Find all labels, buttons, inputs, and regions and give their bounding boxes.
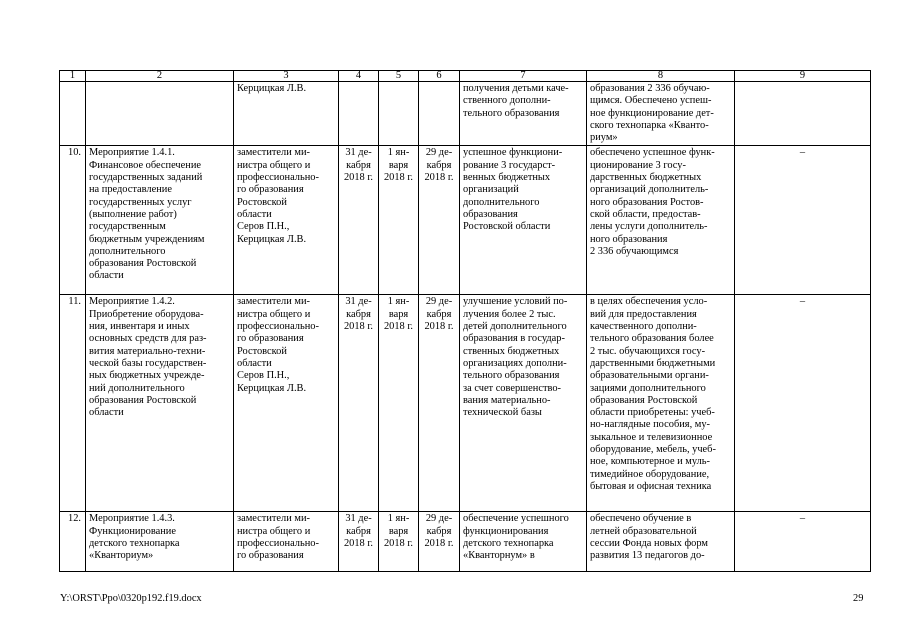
end-date-cell: 29 де- кабря 2018 г. <box>419 295 460 512</box>
responsible-cell: Керцицкая Л.В. <box>234 82 339 146</box>
actual-result-cell: в целях обеспечения усло- вий для предоставления качественного дополни- тельного образования более 2 тыс. обучающихся госу- дарственными бюджетными образовательными органи- зациями дополнительного образования Ростовской области приобретены: учеб- но-наглядные пособия, му- зыкальное и телевизионное оборудование, мебель, учеб- ное, компьютерное и муль- тимедийное оборудование, бытовая и офисная техника <box>587 295 735 512</box>
note-cell <box>735 82 871 146</box>
deadline-cell: 31 де- кабря 2018 г. <box>339 512 379 572</box>
expected-result-cell: улучшение условий по- лучения более 2 тыс. детей дополнительного образования в государ- ственных бюджетных организациях дополни- тельного образования за счет совершенство- вания материально- технической базы <box>460 295 587 512</box>
table-row <box>60 512 871 572</box>
note-cell: – <box>735 295 871 512</box>
actual-result-cell: образования 2 336 обучаю- щимся. Обеспечено успеш- ное функционирование дет- ского технопарка «Кванто- риум» <box>587 82 735 146</box>
actual-result-cell: обеспечено успешное функ- ционирование 3 госу- дарственных бюджетных организаций дополнитель- ного образования Ростов- ской области, предостав- лены услуги дополнитель- ного образования 2 336 обучающимся <box>587 146 735 295</box>
header-cell: 6 <box>419 71 460 82</box>
deadline-cell <box>339 82 379 146</box>
header-cell: 3 <box>234 71 339 82</box>
event-cell: Мероприятие 1.4.1. Финансовое обеспечение государственных заданий на предоставление государственных услуг (выполнение работ) государственным бюджетным учреждениям дополнительного образования Ростовской области <box>86 146 234 295</box>
report-table <box>59 70 871 572</box>
table-row <box>60 146 871 295</box>
deadline-cell: 31 де- кабря 2018 г. <box>339 146 379 295</box>
header-cell: 8 <box>587 71 735 82</box>
header-cell: 2 <box>86 71 234 82</box>
table-row <box>60 295 871 512</box>
event-cell <box>86 82 234 146</box>
deadline-cell: 31 де- кабря 2018 г. <box>339 295 379 512</box>
row-number: 11. <box>60 295 86 512</box>
table-row <box>60 82 871 146</box>
start-date-cell: 1 ян- варя 2018 г. <box>379 295 419 512</box>
expected-result-cell: получения детьми каче- ственного дополни- тельного образования <box>460 82 587 146</box>
row-number: 12. <box>60 512 86 572</box>
start-date-cell <box>379 82 419 146</box>
start-date-cell: 1 ян- варя 2018 г. <box>379 146 419 295</box>
header-cell: 7 <box>460 71 587 82</box>
row-number <box>60 82 86 146</box>
header-row <box>60 71 871 82</box>
event-cell: Мероприятие 1.4.2. Приобретение оборудова- ния, инвентаря и иных основных средств для раз- вития материально-техни- ческой базы государствен- ных бюджетных учрежде- ний дополнительного образования Ростовской области <box>86 295 234 512</box>
header-cell: 1 <box>60 71 86 82</box>
row-number: 10. <box>60 146 86 295</box>
start-date-cell: 1 ян- варя 2018 г. <box>379 512 419 572</box>
event-cell: Мероприятие 1.4.3. Функционирование детского технопарка «Кванториум» <box>86 512 234 572</box>
header-cell: 4 <box>339 71 379 82</box>
page-number: 29 <box>853 593 864 604</box>
responsible-cell: заместители ми- нистра общего и профессионально- го образования Ростовской области Серов П.Н., Керцицкая Л.В. <box>234 146 339 295</box>
file-path: Y:\ORST\Ppo\0320p192.f19.docx <box>60 593 202 604</box>
header-cell: 5 <box>379 71 419 82</box>
end-date-cell: 29 де- кабря 2018 г. <box>419 146 460 295</box>
expected-result-cell: обеспечение успешного функционирования детского технопарка «Кванторнум» в <box>460 512 587 572</box>
actual-result-cell: обеспечено обучение в летней образовательной сессии Фонда новых форм развития 13 педагогов до- <box>587 512 735 572</box>
header-cell: 9 <box>735 71 871 82</box>
responsible-cell: заместители ми- нистра общего и профессионально- го образования <box>234 512 339 572</box>
note-cell: – <box>735 146 871 295</box>
end-date-cell: 29 де- кабря 2018 г. <box>419 512 460 572</box>
responsible-cell: заместители ми- нистра общего и профессионально- го образования Ростовской области Серов П.Н., Керцицкая Л.В. <box>234 295 339 512</box>
note-cell: – <box>735 512 871 572</box>
end-date-cell <box>419 82 460 146</box>
expected-result-cell: успешное функциони- рование 3 государст- венных бюджетных организаций дополнительного образования Ростовской области <box>460 146 587 295</box>
